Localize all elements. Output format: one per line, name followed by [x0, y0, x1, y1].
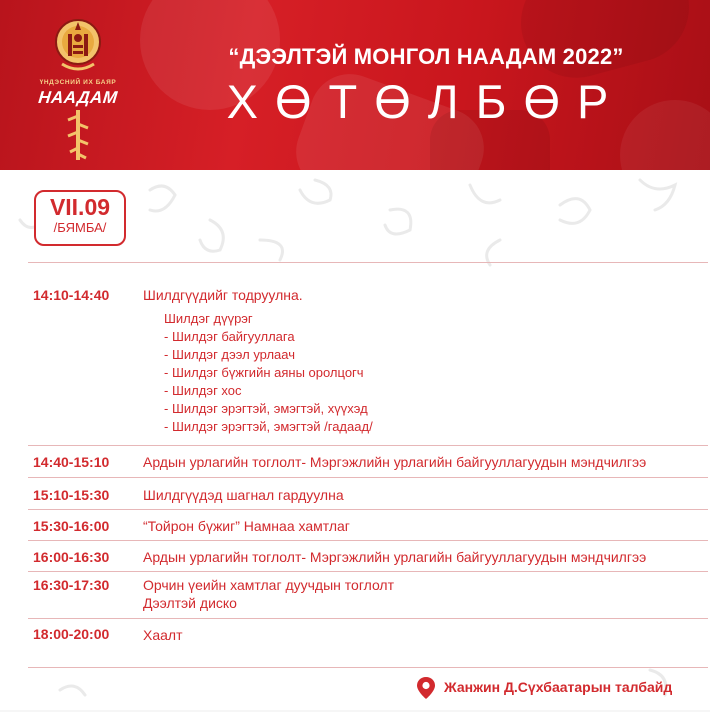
program-heading: ХӨТӨЛБӨР: [226, 75, 626, 128]
event-title: Хаалт: [143, 627, 183, 643]
event-title: Шилдгүүдэд шагнал гардуулна: [143, 487, 344, 503]
header-banner: [0, 0, 710, 170]
divider: [28, 445, 708, 446]
event-title: Орчин үеийн хамтлаг дуучдын тоглолт: [143, 577, 395, 593]
soyombo-emblem-icon: [54, 14, 102, 74]
divider: [28, 571, 708, 572]
mongol-script-logo: [64, 110, 92, 160]
event-title: “ДЭЭЛТЭЙ МОНГОЛ НААДАМ 2022”: [228, 44, 624, 69]
list-item: - Шилдэг эрэгтэй, эмэгтэй, хүүхэд: [164, 401, 368, 416]
event-title: “Тойрон бүжиг” Намнаа хамтлаг: [143, 518, 350, 534]
event-title: Ардын урлагийн тоглолт- Мэргэжлийн урлагийн байгууллагуудын мэндчилгээ: [143, 454, 647, 470]
list-item: - Шилдэг хос: [164, 383, 242, 398]
list-item: - Шилдэг дээл урлаач: [164, 347, 296, 362]
time-slot: 15:10-15:30: [33, 487, 110, 503]
time-slot: 16:00-16:30: [33, 549, 110, 565]
date-badge: [34, 190, 126, 246]
time-slot: 14:10-14:40: [33, 287, 110, 303]
event-title: Шилдгүүдийг тодруулна.: [143, 287, 303, 303]
date-value: VII.09: [49, 194, 111, 220]
logo-title: НААДАМ: [37, 88, 119, 107]
divider: [28, 509, 708, 510]
divider: [28, 262, 708, 263]
naadam-logo: [28, 14, 128, 164]
logo-subtitle: ҮНДЭСНИЙ ИХ БАЯР: [39, 79, 117, 86]
bottom-border-decoration: [0, 708, 710, 714]
list-item: Шилдэг дүүрэг: [164, 311, 253, 326]
time-slot: 16:30-17:30: [33, 577, 110, 593]
time-slot: 14:40-15:10: [33, 454, 110, 470]
time-slot: 18:00-20:00: [33, 626, 110, 642]
event-title: Ардын урлагийн тоглолт- Мэргэжлийн урлагийн байгууллагуудын мэндчилгээ: [143, 549, 647, 565]
divider: [28, 477, 708, 478]
list-item: - Шилдэг байгууллага: [164, 329, 295, 344]
divider: [28, 667, 708, 668]
weekday-label: /БЯМБА/: [53, 220, 107, 235]
list-item: - Шилдэг бүжгийн аяны оролцогч: [164, 365, 364, 380]
event-subtitle: Дээлтэй диско: [143, 595, 237, 611]
venue-name: Жанжин Д.Сүхбаатарын талбайд: [444, 679, 673, 695]
divider: [28, 618, 708, 619]
award-categories-list: [164, 310, 373, 436]
divider: [28, 540, 708, 541]
time-slot: 15:30-16:00: [33, 518, 110, 534]
location-pin-icon: [416, 676, 436, 700]
list-item: - Шилдэг эрэгтэй, эмэгтэй /гадаад/: [164, 419, 373, 434]
